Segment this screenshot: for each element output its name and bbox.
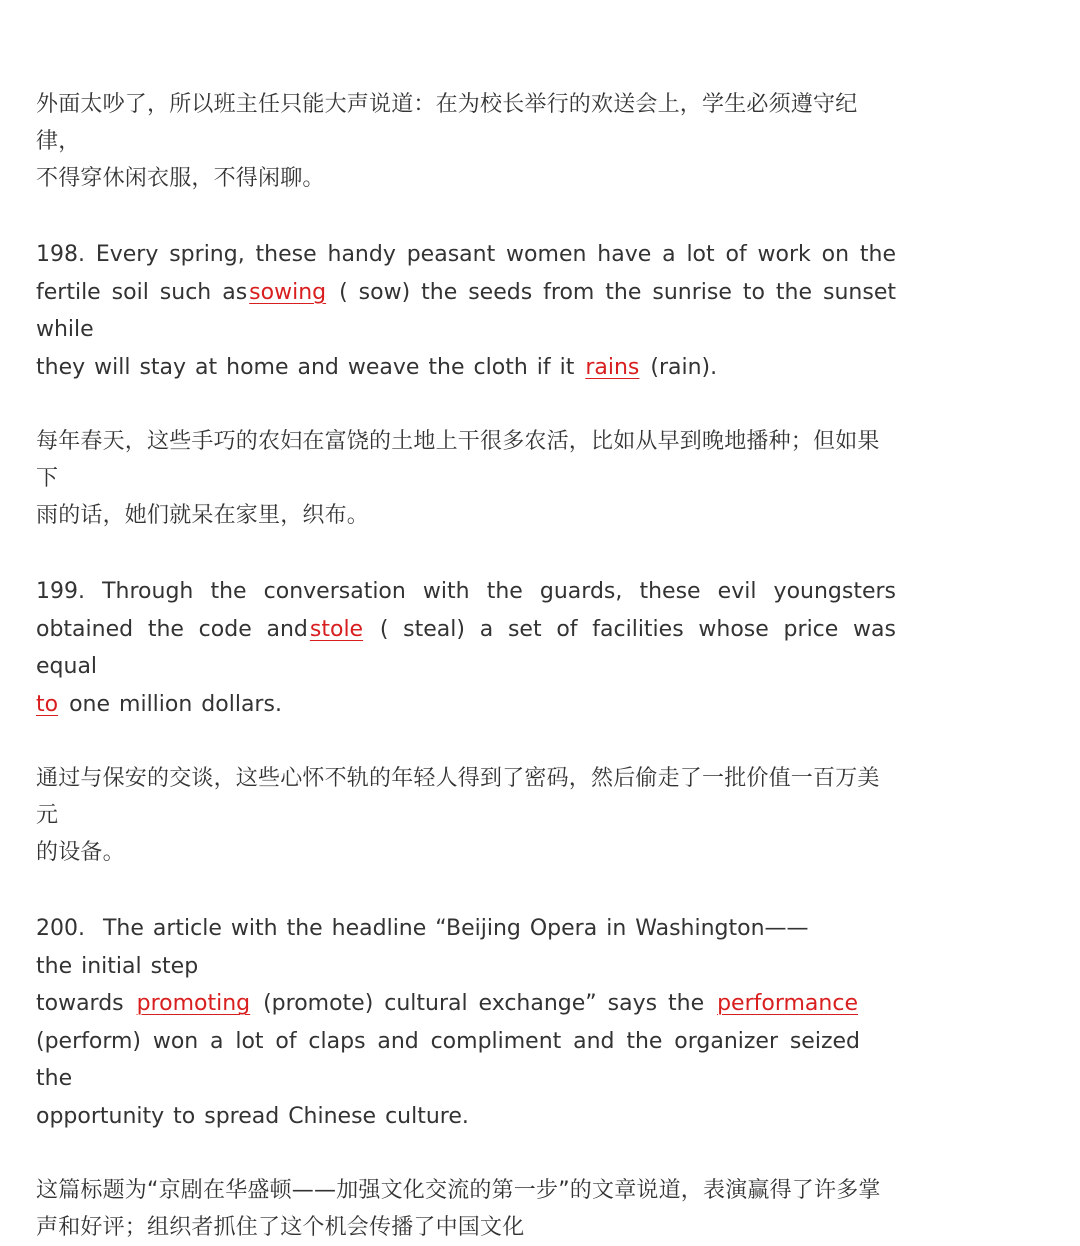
text-line xyxy=(36,985,860,1023)
sentence-text: fertile soil such as xyxy=(36,279,248,305)
text-line xyxy=(36,573,896,611)
answer-blank: sowing xyxy=(249,279,327,305)
chinese-translation-197 xyxy=(36,86,896,197)
question-199 xyxy=(36,573,896,723)
question-200 xyxy=(36,910,896,1135)
sentence-text: they will stay at home and weave the cloth if it xyxy=(36,354,575,380)
text-line: the initial step xyxy=(36,953,199,979)
sentence-text: (promote) cultural exchange” says the xyxy=(263,991,705,1016)
question-198 xyxy=(36,236,896,386)
sentence-text: ( steal) a set of facilities whose price was equal xyxy=(36,616,896,679)
question-number: 199. xyxy=(36,579,85,604)
sentence-text: Every spring, these handy peasant women have a lot of work on the xyxy=(95,242,896,267)
answer-blank: promoting xyxy=(136,991,251,1016)
sentence-text: obtained the code and xyxy=(36,616,308,642)
text-line: 雨的话，她们就呆在家里，织布。 xyxy=(36,503,370,528)
text-line: opportunity to spread Chinese culture. xyxy=(36,1103,469,1129)
text-line: 不得穿休闲衣服，不得闲聊。 xyxy=(36,166,325,191)
sentence-text: Through the conversation with the guards, these evil youngsters xyxy=(102,579,897,604)
answer-blank: stole xyxy=(309,616,364,642)
question-number: 198. xyxy=(36,242,85,267)
text-line: 外面太吵了，所以班主任只能大声说道：在为校长举行的欢送会上，学生必须遵守纪律， xyxy=(36,92,858,154)
text-line: 每年春天，这些手巧的农妇在富饶的土地上干很多农活，比如从早到晚地播种；但如果下 xyxy=(36,429,880,491)
question-number: 200. xyxy=(36,916,85,941)
sentence-text: one million dollars. xyxy=(69,691,282,717)
answer-blank: rains xyxy=(585,354,640,380)
text-line xyxy=(36,349,896,387)
answer-blank: performance xyxy=(717,991,858,1016)
sentence-text: (rain). xyxy=(650,354,718,380)
answer-blank: to xyxy=(36,691,59,717)
sentence-text: towards xyxy=(36,991,124,1016)
text-line: 通过与保安的交谈，这些心怀不轨的年轻人得到了密码，然后偷走了一批价值一百万美元 xyxy=(36,766,880,828)
chinese-translation-199 xyxy=(36,760,896,871)
text-line xyxy=(36,236,896,274)
sentence-text: ( sow) the seeds from the sunrise to the sunset while xyxy=(36,279,896,342)
text-line: 声和好评；组织者抓住了这个机会传播了中国文化 xyxy=(36,1215,525,1240)
document-body xyxy=(36,86,896,1246)
text-line xyxy=(36,611,896,686)
chinese-translation-200 xyxy=(36,1172,896,1246)
text-line: (perform) won a lot of claps and compliment and the organizer seized the xyxy=(36,1028,860,1091)
text-line: 这篇标题为“京剧在华盛顿——加强文化交流的第一步”的文章说道，表演赢得了许多掌 xyxy=(36,1178,881,1203)
chinese-translation-198 xyxy=(36,423,896,534)
text-line xyxy=(36,686,896,724)
sentence-text: The article with the headline “Beijing Opera in Washington—— xyxy=(102,916,809,941)
text-line: 的设备。 xyxy=(36,840,125,865)
text-line xyxy=(36,910,896,948)
text-line xyxy=(36,274,896,349)
